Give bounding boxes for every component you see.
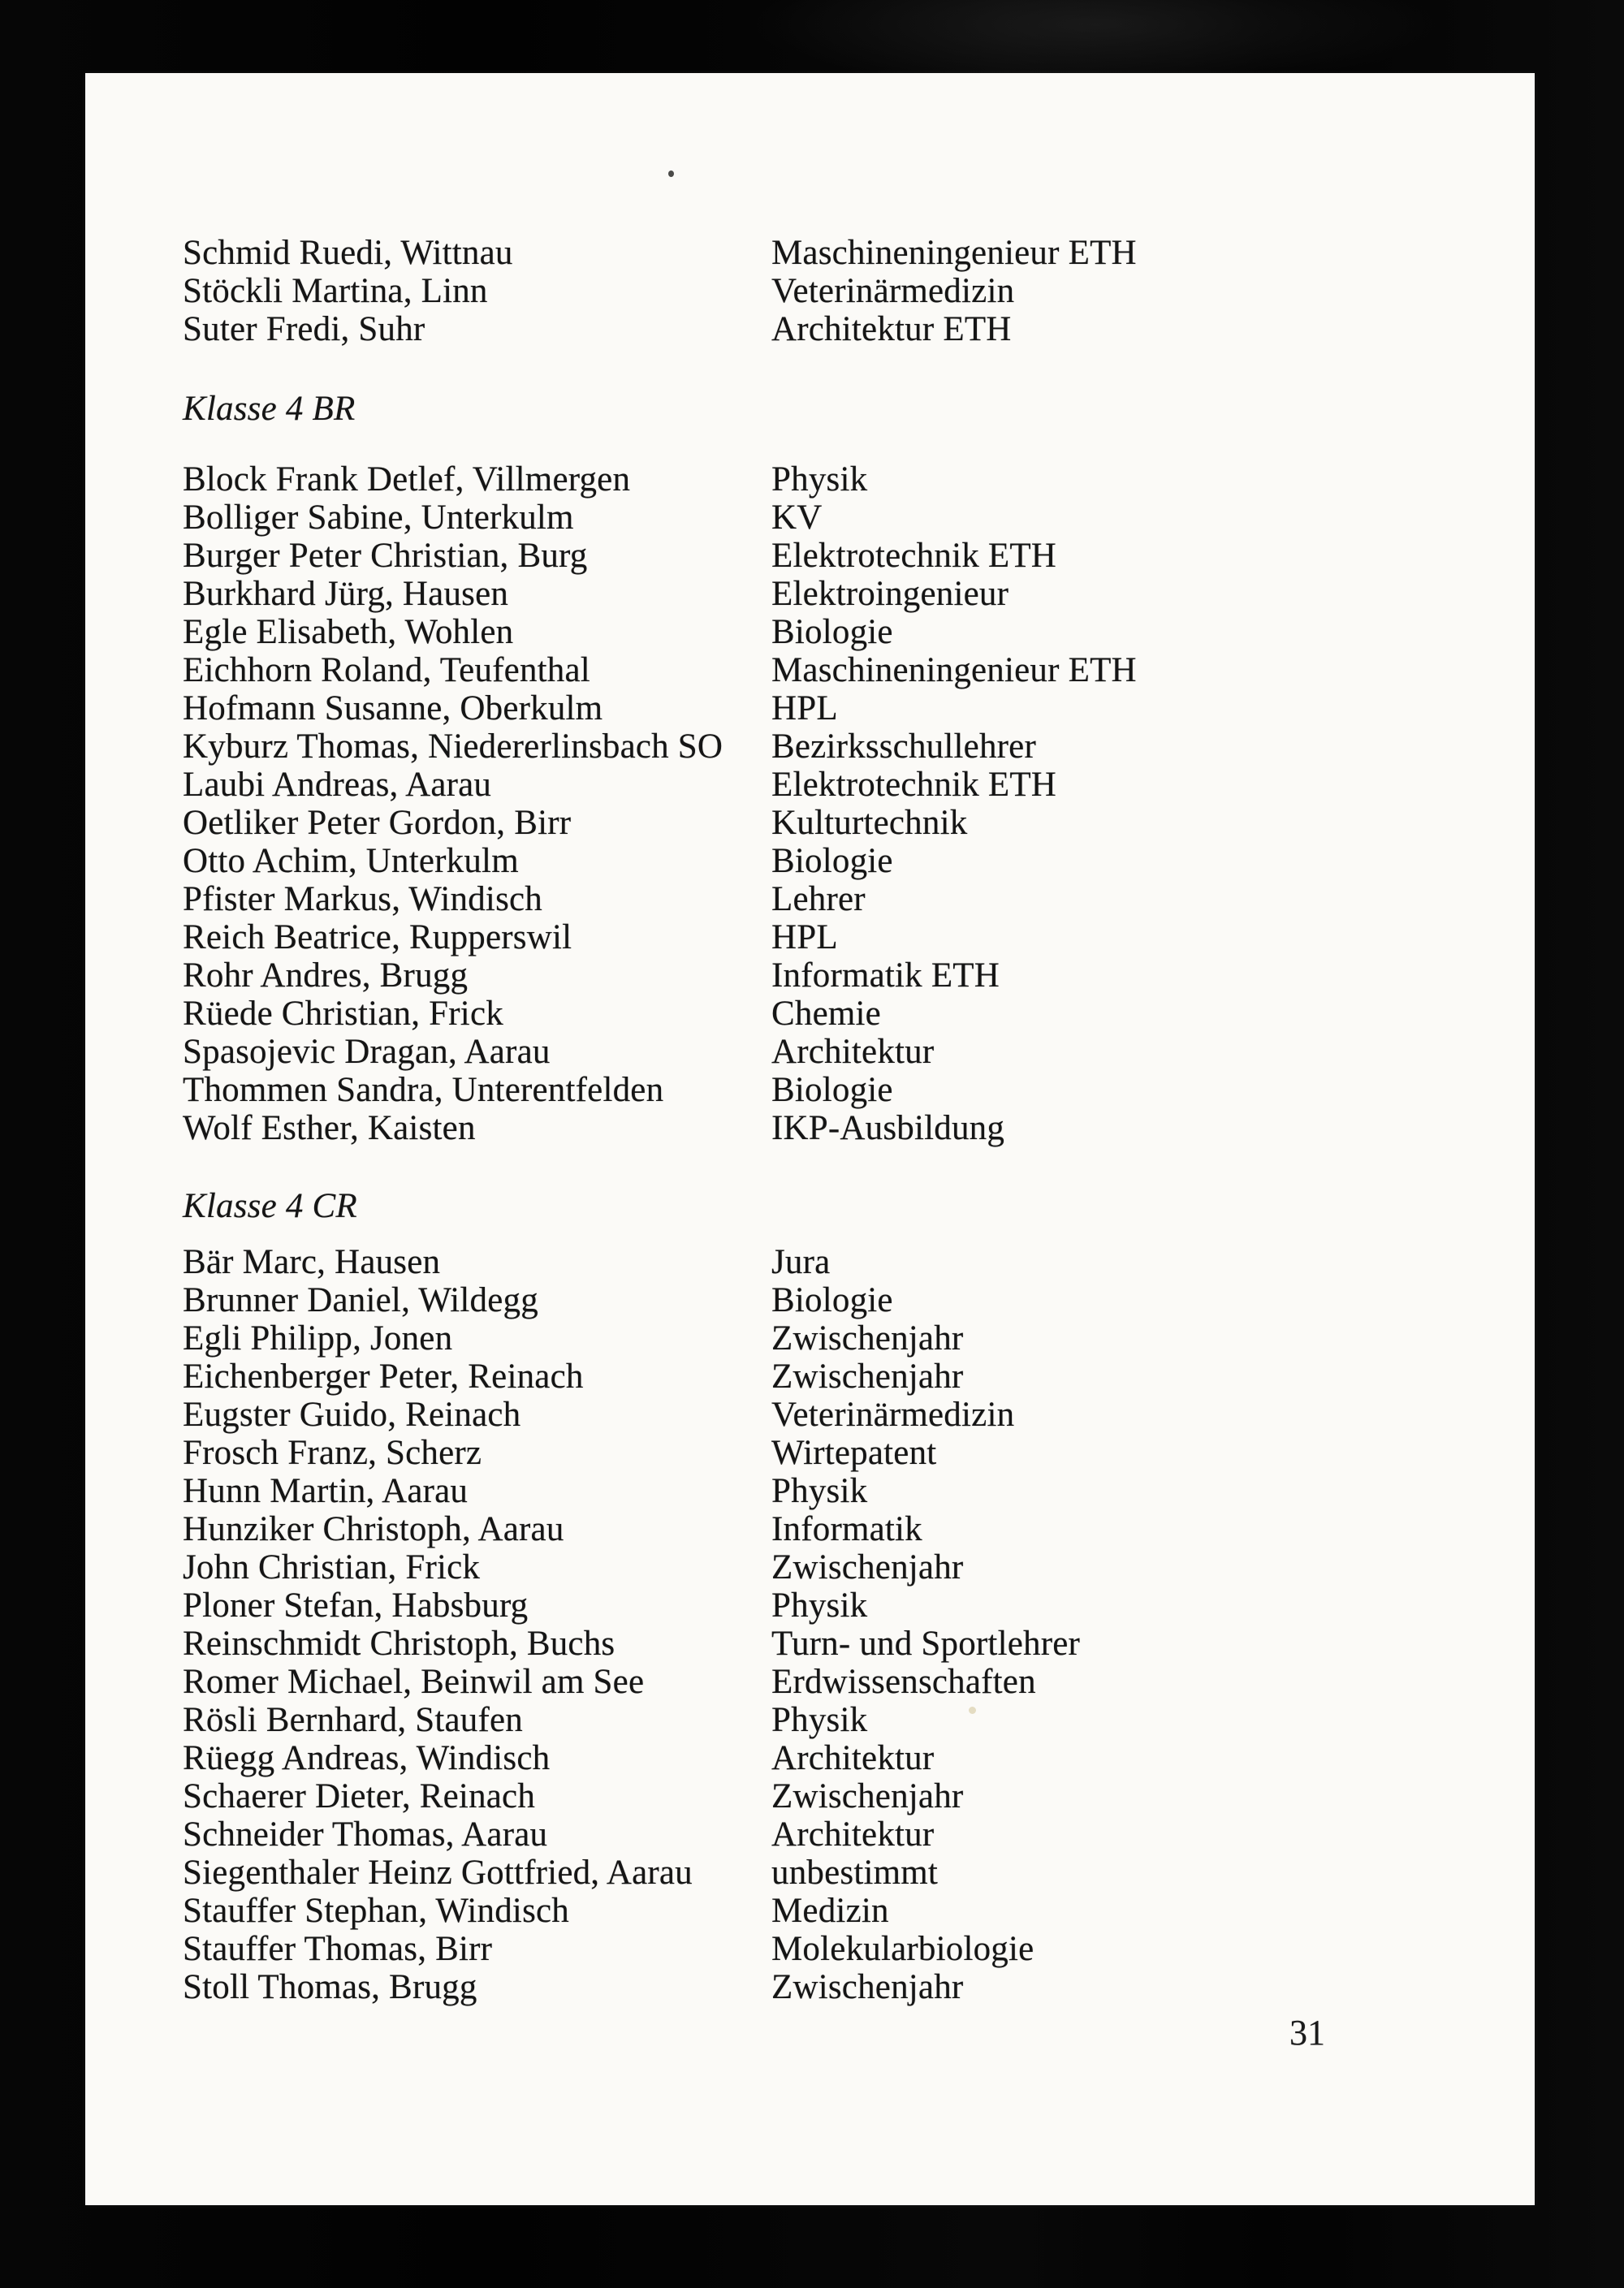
section-klasse-4br-list [183, 460, 1482, 1147]
entry-name: Egli Philipp, Jonen [183, 1319, 453, 1358]
document-page [85, 73, 1535, 2205]
entry-field: Zwischenjahr [771, 1358, 964, 1396]
entry-field: Zwischenjahr [771, 1777, 964, 1815]
entry-name: Egle Elisabeth, Wohlen [183, 613, 514, 651]
list-entry [183, 1777, 1482, 1815]
list-entry [183, 1396, 1482, 1434]
entry-name: Pfister Markus, Windisch [183, 880, 542, 918]
list-entry [183, 1243, 1482, 1281]
entry-name: Rüegg Andreas, Windisch [183, 1739, 551, 1777]
entry-field: IKP-Ausbildung [771, 1109, 1005, 1147]
entry-name: Rohr Andres, Brugg [183, 956, 469, 995]
entry-name: Eichhorn Roland, Teufenthal [183, 651, 590, 689]
list-entry [183, 1472, 1482, 1510]
entry-name: Wolf Esther, Kaisten [183, 1109, 476, 1147]
entry-field: Zwischenjahr [771, 1319, 964, 1358]
entry-name: Spasojevic Dragan, Aarau [183, 1033, 551, 1071]
entry-field: Physik [771, 460, 868, 499]
entry-name: Burkhard Jürg, Hausen [183, 575, 509, 613]
entry-field: Erdwissenschaften [771, 1663, 1036, 1701]
list-entry [183, 499, 1482, 537]
entry-name: John Christian, Frick [183, 1548, 481, 1586]
list-entry [183, 1033, 1482, 1071]
entry-field: Physik [771, 1586, 868, 1625]
list-entry [183, 956, 1482, 995]
entry-name: Brunner Daniel, Wildegg [183, 1281, 538, 1319]
section-heading-klasse-4br: Klasse 4 BR [183, 390, 356, 428]
entry-name: Schmid Ruedi, Wittnau [183, 234, 513, 272]
entry-name: Stoll Thomas, Brugg [183, 1968, 477, 2006]
list-entry [183, 272, 1482, 310]
entry-field: Physik [771, 1701, 868, 1739]
entry-name: Hunziker Christoph, Aarau [183, 1510, 564, 1548]
list-entry [183, 995, 1482, 1033]
entry-field: Architektur ETH [771, 310, 1012, 348]
list-entry [183, 1854, 1482, 1892]
entry-field: Bezirksschullehrer [771, 727, 1036, 766]
entry-name: Hofmann Susanne, Oberkulm [183, 689, 603, 727]
list-entry [183, 727, 1482, 766]
list-entry [183, 613, 1482, 651]
entry-field: Architektur [771, 1033, 935, 1071]
entry-field: Zwischenjahr [771, 1548, 964, 1586]
list-entry [183, 689, 1482, 727]
entry-name: Suter Fredi, Suhr [183, 310, 425, 348]
entry-name: Romer Michael, Beinwil am See [183, 1663, 645, 1701]
entry-field: Molekularbiologie [771, 1930, 1034, 1968]
entry-field: Biologie [771, 613, 893, 651]
list-entry [183, 651, 1482, 689]
list-entry [183, 1548, 1482, 1586]
entry-field: Medizin [771, 1892, 889, 1930]
entry-field: Biologie [771, 842, 893, 880]
entry-name: Siegenthaler Heinz Gottfried, Aarau [183, 1854, 693, 1892]
list-entry [183, 1625, 1482, 1663]
list-entry [183, 1109, 1482, 1147]
entry-name: Stauffer Thomas, Birr [183, 1930, 493, 1968]
entry-name: Reich Beatrice, Rupperswil [183, 918, 572, 956]
entry-name: Otto Achim, Unterkulm [183, 842, 519, 880]
entry-name: Rüede Christian, Frick [183, 995, 503, 1033]
entry-field: Architektur [771, 1739, 935, 1777]
entry-field: Veterinärmedizin [771, 272, 1015, 310]
list-entry [183, 1892, 1482, 1930]
list-entry [183, 234, 1482, 272]
entry-field: Informatik [771, 1510, 922, 1548]
entry-field: Architektur [771, 1815, 935, 1854]
entry-field: unbestimmt [771, 1854, 939, 1892]
list-entry [183, 1701, 1482, 1739]
entry-name: Schneider Thomas, Aarau [183, 1815, 548, 1854]
list-entry [183, 1586, 1482, 1625]
list-entry [183, 804, 1482, 842]
entry-name: Block Frank Detlef, Villmergen [183, 460, 631, 499]
entry-name: Burger Peter Christian, Burg [183, 537, 588, 575]
entry-field: Biologie [771, 1281, 893, 1319]
entry-name: Bär Marc, Hausen [183, 1243, 441, 1281]
list-entry [183, 918, 1482, 956]
entry-name: Bolliger Sabine, Unterkulm [183, 499, 574, 537]
list-entry [183, 1815, 1482, 1854]
entry-field: Wirtepatent [771, 1434, 937, 1472]
entry-field: HPL [771, 918, 838, 956]
section-heading-klasse-4cr: Klasse 4 CR [183, 1187, 357, 1225]
page-content [183, 73, 1482, 2006]
entry-field: Chemie [771, 995, 881, 1033]
entry-name: Laubi Andreas, Aarau [183, 766, 492, 804]
entry-field: Veterinärmedizin [771, 1396, 1015, 1434]
list-entry [183, 310, 1482, 348]
entry-field: Turn- und Sportlehrer [771, 1625, 1081, 1663]
entry-name: Kyburz Thomas, Niedererlinsbach SO [183, 727, 723, 766]
list-entry [183, 766, 1482, 804]
list-entry [183, 1510, 1482, 1548]
entry-name: Schaerer Dieter, Reinach [183, 1777, 536, 1815]
list-entry [183, 1434, 1482, 1472]
list-entry [183, 460, 1482, 499]
entry-name: Oetliker Peter Gordon, Birr [183, 804, 572, 842]
entry-name: Eichenberger Peter, Reinach [183, 1358, 584, 1396]
entry-field: Physik [771, 1472, 868, 1510]
entry-name: Ploner Stefan, Habsburg [183, 1586, 529, 1625]
list-entry [183, 1358, 1482, 1396]
entry-field: HPL [771, 689, 838, 727]
list-entry [183, 1739, 1482, 1777]
entry-name: Rösli Bernhard, Staufen [183, 1701, 523, 1739]
entry-field: Zwischenjahr [771, 1968, 964, 2006]
list-entry [183, 537, 1482, 575]
entry-name: Reinschmidt Christoph, Buchs [183, 1625, 615, 1663]
entry-field: Kulturtechnik [771, 804, 968, 842]
entry-name: Eugster Guido, Reinach [183, 1396, 521, 1434]
entry-field: KV [771, 499, 823, 537]
list-entry [183, 880, 1482, 918]
entry-name: Frosch Franz, Scherz [183, 1434, 482, 1472]
list-entry [183, 842, 1482, 880]
entry-field: Elektrotechnik ETH [771, 766, 1057, 804]
entry-field: Lehrer [771, 880, 866, 918]
entry-field: Jura [771, 1243, 831, 1281]
entry-name: Hunn Martin, Aarau [183, 1472, 469, 1510]
list-entry [183, 1281, 1482, 1319]
list-entry [183, 1968, 1482, 2006]
entry-name: Stöckli Martina, Linn [183, 272, 488, 310]
section-klasse-4cr-list [183, 1243, 1482, 2006]
entry-field: Maschineningenieur ETH [771, 651, 1137, 689]
list-entry [183, 1663, 1482, 1701]
entry-name: Stauffer Stephan, Windisch [183, 1892, 569, 1930]
entry-field: Elektroingenieur [771, 575, 1009, 613]
entry-field: Elektrotechnik ETH [771, 537, 1057, 575]
list-entry [183, 1319, 1482, 1358]
entry-field: Biologie [771, 1071, 893, 1109]
scan-speck [668, 171, 674, 177]
page-number: 31 [1289, 2013, 1325, 2053]
entry-field: Informatik ETH [771, 956, 1000, 995]
list-entry [183, 1071, 1482, 1109]
list-entry [183, 1930, 1482, 1968]
scan-speck [969, 1707, 976, 1714]
section-continuation-list [183, 234, 1482, 348]
list-entry [183, 575, 1482, 613]
entry-name: Thommen Sandra, Unterentfelden [183, 1071, 664, 1109]
entry-field: Maschineningenieur ETH [771, 234, 1137, 272]
